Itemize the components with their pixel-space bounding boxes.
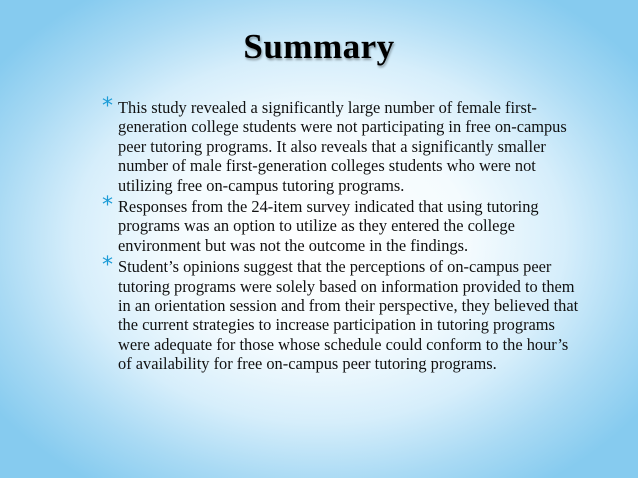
bullet-item bbox=[102, 193, 580, 255]
bullet-list bbox=[102, 94, 580, 376]
bullet-text: Responses from the 24-item survey indicated that using tutoring programs was an option to utilize as they entered the college environment but was not the outcome in the findings. bbox=[118, 197, 539, 255]
bullet-item bbox=[102, 94, 580, 195]
slide-title: Summary bbox=[243, 27, 395, 66]
asterisk-bullet-icon: * bbox=[102, 253, 113, 279]
bullet-item bbox=[102, 253, 580, 374]
asterisk-bullet-icon: * bbox=[102, 193, 113, 219]
asterisk-bullet-icon: * bbox=[102, 94, 113, 119]
bullet-text: Student’s opinions suggest that the perceptions of on-campus peer tutoring programs were solely based on information provided to them in an orientation session and from their perspective, they believed that the current strategies to increase participation in tutoring programs were adequate for those whose schedule could conform to the hour’s of availability for free on-campus peer tutoring programs. bbox=[118, 257, 579, 374]
bullet-text: This study revealed a significantly large number of female first-generation college students were not participating in free on-campus peer tutoring programs. It also reveals that a significantly smaller number of male first-generation colleges students who were not utilizing free on-campus tutoring programs. bbox=[118, 98, 567, 195]
